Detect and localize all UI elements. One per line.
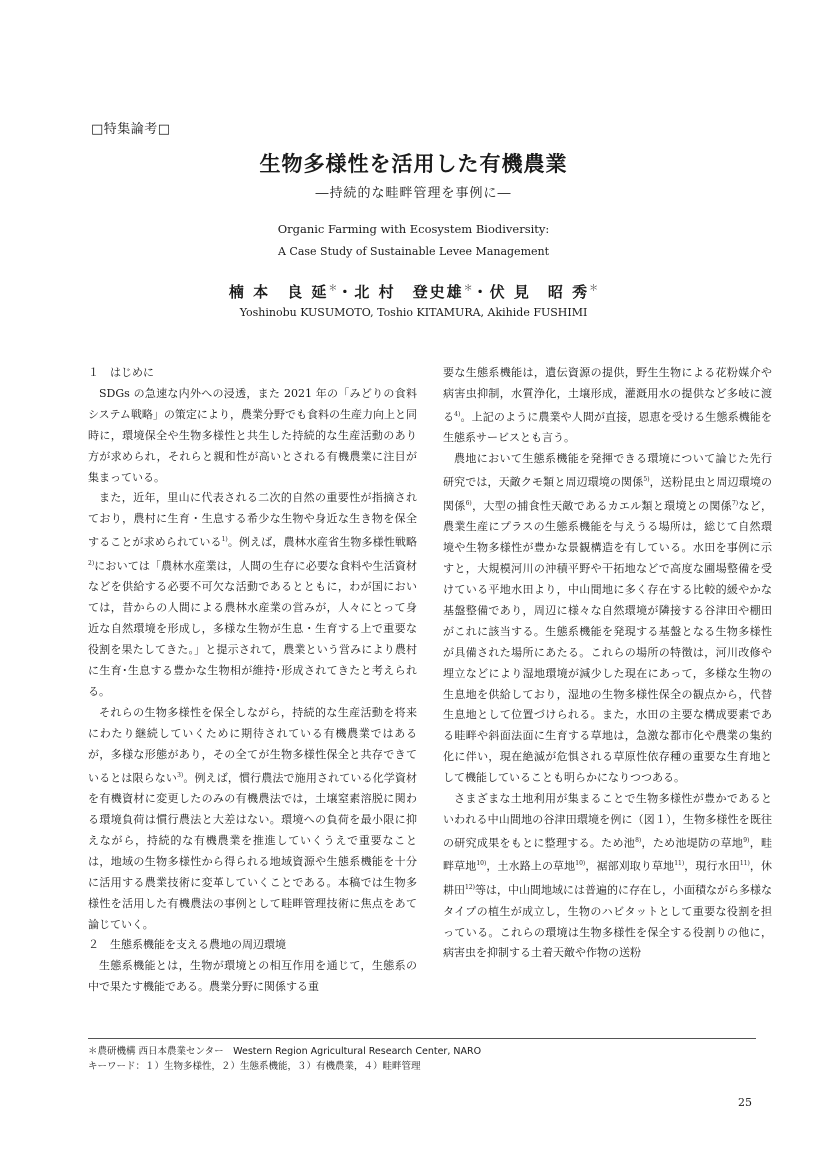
article-title: 生物多様性を活用した有機農業 xyxy=(259,151,568,176)
footnote-divider xyxy=(88,1038,756,1039)
section-label: □特集論考□ xyxy=(91,122,171,137)
citation: 9) xyxy=(743,836,750,844)
left-column xyxy=(88,363,417,998)
author-separator: ・ xyxy=(472,283,490,301)
citation: 3) xyxy=(177,771,184,779)
citation: 5) xyxy=(643,476,650,484)
author-name: 楠 本 良 延 xyxy=(228,283,329,301)
section-heading: １ はじめに xyxy=(88,366,154,379)
page-number: 25 xyxy=(738,1096,752,1109)
paragraph: それらの生物多様性を保全しながら，持続的な生産活動を将来にわたり継続していくために期待されている有機農業ではあるが，多様な形態があり，その全てが生物多様性保全と共存できているとは限らない$^{3)}$。例えば，慣行農法で施用されている化学資材を有機資材に変更したのみの有機農法では，土壌窒素溶脱に関わる環境負荷は慣行農法と大差はない。環境への負荷を最小限に抑えながら，持続的な有機農業を推進していくうえで重要なことは，地域の生物多様性から得られる地域資源や生態系機能を十分に活用する農業技術に変革していくことである。本稿では生物多様性を活用した有機農法の事例として畦畔管理技術に焦点をあて論じていく。 xyxy=(88,705,418,931)
citation: 11) xyxy=(739,860,750,868)
paragraph: 要な生態系機能は，遺伝資源の提供，野生生物による花粉媒介や病害虫抑制，水質浄化，土壌形成，灌漑用水の提供など多岐に渡る$^{4)}$。上記のように農業や人間が直接，恩恵を受ける生態系機能を生態系サービスとも言う。 xyxy=(443,366,773,445)
affiliation-footnote: ＊農研機構 西日本農業センター Western Region Agricultural Research Center, NARO xyxy=(88,1046,482,1057)
author-name: 伏 見 昭 秀 xyxy=(489,283,590,301)
citation: 10) xyxy=(575,860,586,868)
affiliation-mark: ＊ xyxy=(589,284,599,294)
citation: 10) xyxy=(476,860,487,868)
english-subtitle: A Case Study of Sustainable Levee Management xyxy=(277,245,550,258)
section-heading: ２ 生態系機能を支える農地の周辺環境 xyxy=(88,938,286,952)
citation: 1) xyxy=(221,536,228,544)
paragraph: 農地において生態系機能を発揮できる環境について論じた先行研究では，天敵クモ類と周辺環境の関係$^{5)}$，送粉昆虫と周辺環境の関係$^{6)}$，大型の捕食性天敵であるカエル類と環境との関係$^{7)}$など，農業生産にプラスの生態系機能を与えうる場所は，総じて自然環境や生物多様性が豊かな景観構造を有している。水田を事例に示すと，大規模河川の沖積平野や干拓地などで高度な圃場整備を受けている平地水田より，中山間地に多く存在する比較的緩やかな基盤整備であり，周辺に様々な自然環境が隣接する谷津田や棚田がこれに該当する。生態系機能を発現する基盤となる生物多様性が具備された場所にあたる。これらの場所の特徴は，河川改修や埋立などにより湿地環境が減少した現在にあって，多様な生物の生息地を供給しており，湿地の生物多様性保全の観点から，代替生息地として位置づけられる。また，水田の主要な構成要素である畦畔や斜面法面に生育する草地は，急激な都市化や農業の集約化に伴い，現在絶滅が危惧される草原性依存種の重要な生育地として機能していることも明らかになりつつある。 xyxy=(443,452,773,785)
citation: 2) xyxy=(88,559,95,567)
paragraph: SDGs の急速な内外への浸透，また 2021 年の「みどりの食料システム戦略」の策定により，農業分野でも食料の生産力向上と同時に，環境保全や生物多様性と共生した持続的な生産活動のあり方が求められ，それらと親和性が高いとされる有機農業に注目が集まっている。 xyxy=(88,386,417,484)
paragraph: さまざまな土地利用が集まることで生物多様性が豊かであるといわれる中山間地の谷津田環境を例に（図１），生物多様性を既往の研究成果をもとに整理する。ため池$^{8)}$，ため池堤防の草地$^{9)}$，畦畔草地$^{10)}$，土水路上の草地$^{10)}$，裾部刈取り草地$^{11)}$，現行水田$^{11)}$，休耕田$^{12)}$等は，中山間地域には普遍的に存在し，小面積ながら多様なタイプの植生が成立し，生物のハビタットとして重要な役割を担っている。これらの環境は生物多様性を保全する役割りの他に，病害虫を抑制する土着天敵や作物の送粉 xyxy=(443,792,773,960)
author-name: 北 村 登史雄 xyxy=(354,283,464,301)
paragraph: また，近年，里山に代表される二次的自然の重要性が指摘されており，農村に生育・生息する希少な生物や身近な生き物を保全することが求められている$^{1)}$。例えば，農林水産省生物多様性戦略$^{2)}$においては「農林水産業は，人間の生存に必要な食料や生活資材などを供給する必要不可欠な活動であるとともに，わが国においては，昔からの人間による農林水産業の営みが，人々にとって身近な自然環境を形成し，多様な生物が生息・生育する上で重要な役割を果たしてきた。」と提示されて，農業という営みにより農村に生育･生息する豊かな生物相が維持･形成されてきたと考えられる。 xyxy=(88,491,418,698)
right-column xyxy=(443,363,772,964)
authors-en: Yoshinobu KUSUMOTO, Toshio KITAMURA, Akihide FUSHIMI xyxy=(239,306,588,319)
citation: 11) xyxy=(674,860,685,868)
keywords: キーワード：１）生物多様性，２）生態系機能，３）有機農業，４）畦畔管理 xyxy=(88,1061,421,1072)
affiliation-mark: ＊ xyxy=(463,284,473,294)
english-title: Organic Farming with Ecosystem Biodiversity: xyxy=(277,222,550,236)
citation: 6) xyxy=(465,499,472,507)
author-separator: ・ xyxy=(337,283,355,301)
paragraph: 生態系機能とは，生物が環境との相互作用を通じて，生態系の中で果たす機能である。農業分野に関係する重 xyxy=(88,959,417,994)
citation: 8) xyxy=(635,836,642,844)
affiliation-mark: ＊ xyxy=(328,284,338,294)
citation: 12) xyxy=(465,884,475,892)
citation: 7) xyxy=(731,499,739,507)
article-subtitle: ―持続的な畦畔管理を事例に― xyxy=(315,186,512,201)
citation: 4) xyxy=(454,410,461,418)
authors-ja xyxy=(0,281,827,302)
